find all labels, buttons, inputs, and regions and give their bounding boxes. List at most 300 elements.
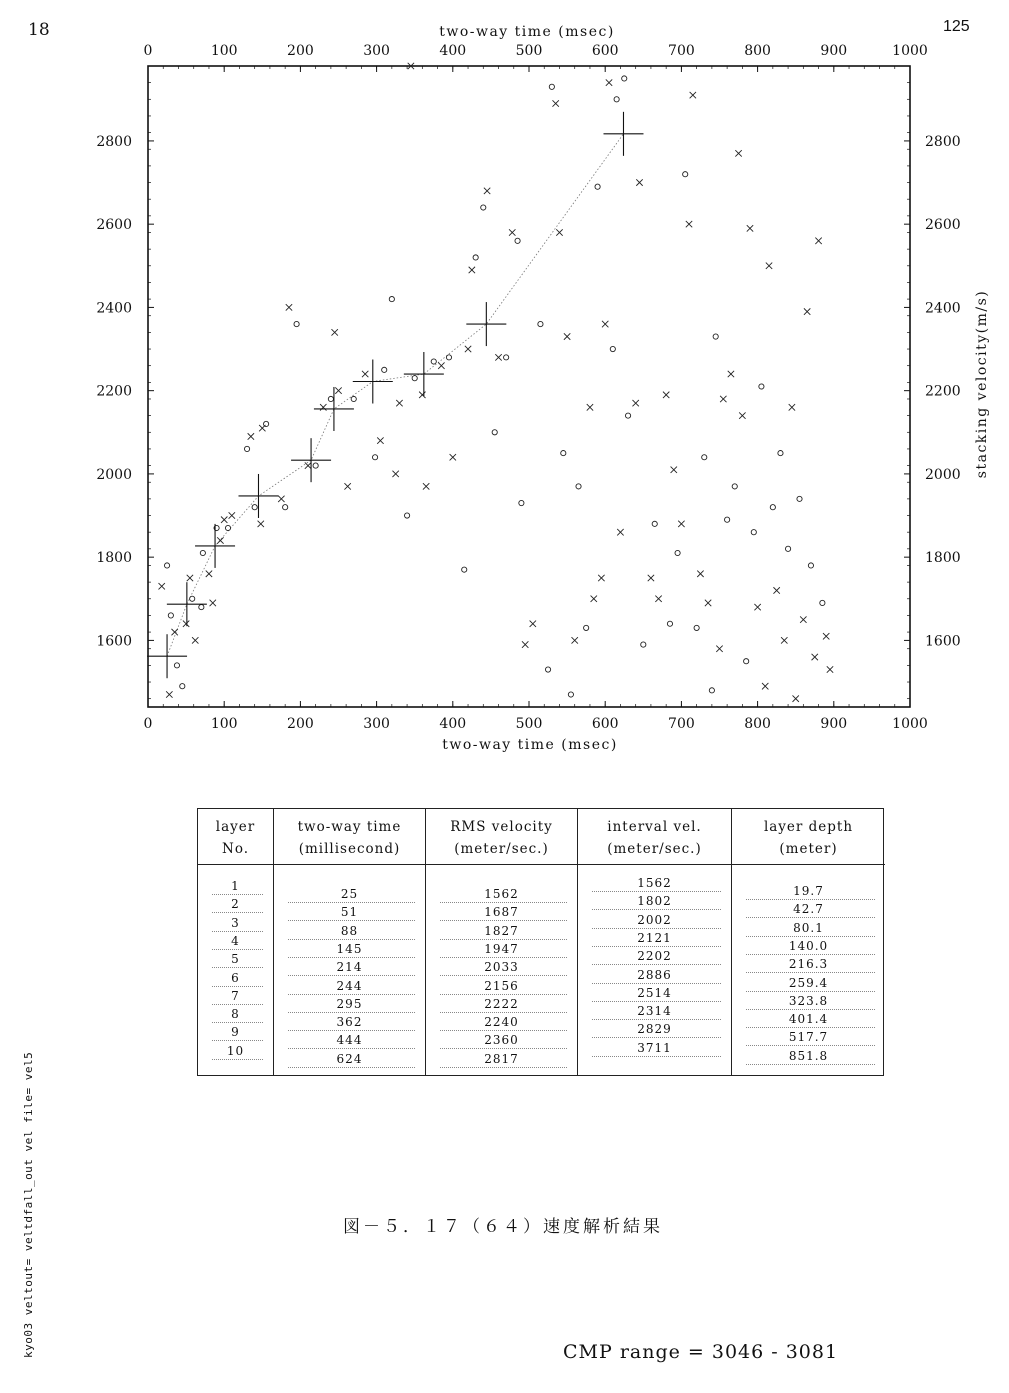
velocity-pick-4 <box>238 474 278 518</box>
velocity-pick-2 <box>167 582 207 626</box>
semblance-point-circle <box>770 505 775 510</box>
table-row-rule <box>592 946 721 947</box>
semblance-point-cross <box>690 92 696 98</box>
table-cell: 624 <box>336 1051 363 1066</box>
semblance-points <box>159 63 834 702</box>
semblance-point-cross <box>739 412 745 418</box>
velocity-pick-7 <box>353 360 393 404</box>
table-row-rule <box>746 954 875 955</box>
y-tick-label-right: 2200 <box>925 383 961 400</box>
x-tick-label-bottom: 200 <box>287 716 314 732</box>
semblance-point-circle <box>372 455 377 460</box>
table-cell: 259.4 <box>788 975 829 990</box>
semblance-point-circle <box>462 567 467 572</box>
semblance-point-cross <box>450 454 456 460</box>
table-cell: 2514 <box>637 985 672 1000</box>
semblance-point-cross <box>735 150 741 156</box>
table-row-rule <box>212 967 263 968</box>
x-tick-label-top: 500 <box>515 43 543 59</box>
table-row-rule <box>746 1027 875 1028</box>
semblance-point-circle <box>561 450 566 455</box>
semblance-point-circle <box>584 625 589 630</box>
semblance-point-cross <box>773 587 779 593</box>
table-cell: 323.8 <box>788 993 829 1008</box>
semblance-point-cross <box>484 188 490 194</box>
table-cell: 4 <box>231 933 240 948</box>
semblance-point-cross <box>804 308 810 314</box>
semblance-point-cross <box>320 404 326 410</box>
table-cell: 25 <box>340 887 359 901</box>
table-cell: 88 <box>340 923 359 938</box>
semblance-point-circle <box>709 688 714 693</box>
semblance-point-cross <box>789 404 795 410</box>
table-row-rule <box>440 1067 567 1068</box>
col-rms-velocity <box>426 809 578 1075</box>
semblance-point-circle <box>820 600 825 605</box>
table-row-rule <box>440 920 567 921</box>
col-header <box>198 809 273 865</box>
col-header-line2: (meter) <box>779 841 838 857</box>
semblance-point-cross <box>221 516 227 522</box>
table-row-rule <box>746 1045 875 1046</box>
velocity-pick-10 <box>603 112 643 156</box>
semblance-point-cross <box>396 400 402 406</box>
table-row-rule <box>288 957 415 958</box>
x-tick-label-bottom: 500 <box>515 716 543 732</box>
table-cell: 2 <box>231 897 240 912</box>
table-row-rule <box>440 975 567 976</box>
table-cell: 2240 <box>484 1015 519 1030</box>
table-cell: 2314 <box>637 1004 672 1019</box>
semblance-point-cross <box>187 575 193 581</box>
semblance-point-cross <box>192 637 198 643</box>
table-cell: 1802 <box>637 894 672 909</box>
x-tick-label-top: 800 <box>744 43 771 59</box>
table-cell: 9 <box>231 1025 240 1040</box>
table-cell: 216.3 <box>788 957 829 972</box>
semblance-point-cross <box>305 462 311 468</box>
table-cell: 3 <box>231 915 240 930</box>
table-cell: 6 <box>231 970 240 985</box>
table-row-rule <box>592 983 721 984</box>
page-number-left: 18 <box>28 20 50 40</box>
table-cell: 1 <box>231 879 240 893</box>
semblance-point-circle <box>625 413 630 418</box>
y-tick-label-right: 1600 <box>925 633 961 650</box>
semblance-point-cross <box>438 362 444 368</box>
semblance-point-cross <box>686 221 692 227</box>
table-row-rule <box>746 972 875 973</box>
y-tick-label-right: 2000 <box>925 466 961 483</box>
table-row-rule <box>212 986 263 987</box>
table-row-rule <box>212 1040 263 1041</box>
table-cell: 2360 <box>484 1033 519 1048</box>
semblance-point-cross <box>419 392 425 398</box>
table-row-rule <box>288 1048 415 1049</box>
table-row-rule <box>440 939 567 940</box>
semblance-point-circle <box>351 396 356 401</box>
semblance-point-cross <box>564 333 570 339</box>
x-axis-label-top: two-way time (msec) <box>439 24 615 40</box>
col-header-line1: layer depth <box>763 819 854 835</box>
table-row-rule <box>288 939 415 940</box>
semblance-point-cross <box>556 229 562 235</box>
table-cell: 244 <box>336 978 363 993</box>
table-row-rule <box>592 1001 721 1002</box>
semblance-point-cross <box>663 392 669 398</box>
col-header <box>274 809 425 865</box>
table-cell: 1562 <box>637 876 672 890</box>
semblance-point-cross <box>210 600 216 606</box>
semblance-point-cross <box>648 575 654 581</box>
semblance-point-circle <box>180 684 185 689</box>
semblance-point-circle <box>389 296 394 301</box>
semblance-point-cross <box>728 371 734 377</box>
semblance-point-cross <box>217 537 223 543</box>
semblance-point-circle <box>283 505 288 510</box>
semblance-point-circle <box>515 238 520 243</box>
y-axis-label: stacking velocity(m/s) <box>974 289 990 479</box>
semblance-point-cross <box>344 483 350 489</box>
semblance-point-circle <box>174 663 179 668</box>
cmp-range: CMP range = 3046 - 3081 <box>563 1341 839 1363</box>
table-cell: 1687 <box>484 905 519 920</box>
y-tick-label-right: 1800 <box>925 550 961 567</box>
semblance-point-cross <box>509 229 515 235</box>
semblance-point-circle <box>610 346 615 351</box>
semblance-point-circle <box>683 172 688 177</box>
table-row-rule <box>746 1009 875 1010</box>
x-tick-label-top: 200 <box>287 43 314 59</box>
semblance-point-cross <box>552 100 558 106</box>
table-cell: 2202 <box>637 949 672 964</box>
table-cell: 295 <box>336 996 363 1011</box>
x-tick-label-bottom: 400 <box>439 716 467 732</box>
y-tick-label-left: 1800 <box>96 550 132 567</box>
x-tick-label-bottom: 0 <box>143 716 153 732</box>
semblance-point-circle <box>641 642 646 647</box>
table-cell: 362 <box>336 1015 363 1030</box>
semblance-point-cross <box>206 571 212 577</box>
axis-ticks <box>148 66 910 707</box>
semblance-point-cross <box>183 621 189 627</box>
col-header-line1: layer <box>215 819 256 835</box>
semblance-point-circle <box>713 334 718 339</box>
semblance-point-circle <box>808 563 813 568</box>
x-tick-label-top: 1000 <box>892 43 928 59</box>
semblance-point-circle <box>694 625 699 630</box>
semblance-point-cross <box>248 433 254 439</box>
semblance-point-circle <box>431 359 436 364</box>
table-cell: 1947 <box>484 941 519 956</box>
table-cell: 42.7 <box>793 902 824 917</box>
table-cell: 140.0 <box>788 938 829 953</box>
semblance-point-circle <box>744 659 749 664</box>
velocity-pick-6 <box>314 387 354 431</box>
semblance-point-circle <box>732 484 737 489</box>
x-tick-label-top: 400 <box>439 43 467 59</box>
table-row-rule <box>288 975 415 976</box>
semblance-point-cross <box>258 521 264 527</box>
semblance-point-cross <box>495 354 501 360</box>
semblance-point-circle <box>164 563 169 568</box>
table-row-rule <box>592 1056 721 1057</box>
table-cell: 2002 <box>637 912 672 927</box>
tick-labels <box>96 43 960 732</box>
col-header-line1: RMS velocity <box>450 819 553 835</box>
semblance-point-circle <box>244 446 249 451</box>
table-row-rule <box>288 1012 415 1013</box>
semblance-point-circle <box>328 396 333 401</box>
semblance-point-circle <box>725 517 730 522</box>
semblance-point-cross <box>591 596 597 602</box>
table-row-rule <box>212 1059 263 1060</box>
semblance-point-circle <box>785 546 790 551</box>
table-cell: 517.7 <box>788 1030 829 1045</box>
table-row-rule <box>440 957 567 958</box>
semblance-point-circle <box>200 550 205 555</box>
table-row-rule <box>288 920 415 921</box>
semblance-point-cross <box>754 604 760 610</box>
table-row-rule <box>592 1037 721 1038</box>
semblance-point-cross <box>166 691 172 697</box>
semblance-point-cross <box>720 396 726 402</box>
semblance-point-cross <box>655 596 661 602</box>
semblance-point-circle <box>481 205 486 210</box>
table-row-rule <box>592 909 721 910</box>
table-cell: 2121 <box>637 930 672 945</box>
table-cell: 5 <box>231 952 240 967</box>
table-row-rule <box>212 1022 263 1023</box>
table-cell: 2222 <box>484 996 519 1011</box>
semblance-point-circle <box>264 421 269 426</box>
table-cell: 8 <box>231 1007 240 1022</box>
x-tick-label-bottom: 100 <box>210 716 238 732</box>
figure-caption: 図－５．１７（６４）速度解析結果 <box>343 1217 663 1237</box>
semblance-point-cross <box>598 575 604 581</box>
semblance-point-cross <box>335 387 341 393</box>
table-row-rule <box>440 1012 567 1013</box>
table-cell: 51 <box>340 905 359 920</box>
col-header-line1: two-way time <box>297 819 402 835</box>
semblance-point-circle <box>412 376 417 381</box>
semblance-point-cross <box>697 571 703 577</box>
table-row-rule <box>212 1004 263 1005</box>
semblance-point-circle <box>622 76 627 81</box>
table-cell: 214 <box>336 960 363 975</box>
table-row-rule <box>746 917 875 918</box>
col-interval-vel <box>578 809 732 1075</box>
y-tick-label-left: 1600 <box>96 633 132 650</box>
semblance-point-cross <box>171 629 177 635</box>
table-cell: 2033 <box>484 960 519 975</box>
semblance-point-circle <box>252 505 257 510</box>
table-row-rule <box>440 1048 567 1049</box>
table-row-rule <box>440 1030 567 1031</box>
table-row-rule <box>746 1064 875 1065</box>
velocity-pick-9 <box>466 302 506 346</box>
y-tick-label-right: 2600 <box>925 217 961 234</box>
table-cell: 444 <box>336 1033 363 1048</box>
col-header-line1: interval vel. <box>607 819 702 835</box>
x-tick-label-bottom: 1000 <box>892 716 928 732</box>
col-header <box>578 809 731 865</box>
velocity-function-line <box>167 134 623 656</box>
table-row-rule <box>592 891 721 892</box>
semblance-point-cross <box>617 529 623 535</box>
table-cell: 2829 <box>637 1022 672 1037</box>
col-header-line2: (meter/sec.) <box>607 841 702 857</box>
x-tick-label-bottom: 600 <box>591 716 619 732</box>
semblance-point-cross <box>812 654 818 660</box>
semblance-point-circle <box>759 384 764 389</box>
semblance-point-circle <box>225 525 230 530</box>
table-cell: 7 <box>231 988 240 1003</box>
x-tick-label-top: 900 <box>820 43 848 59</box>
semblance-point-circle <box>446 355 451 360</box>
table-cell: 2886 <box>637 967 672 982</box>
semblance-point-cross <box>823 633 829 639</box>
semblance-point-cross <box>766 263 772 269</box>
semblance-point-circle <box>404 513 409 518</box>
semblance-point-cross <box>678 521 684 527</box>
table-cell: 1827 <box>484 923 519 938</box>
semblance-point-circle <box>538 321 543 326</box>
table-row-rule <box>288 1030 415 1031</box>
col-two-way-time <box>274 809 426 1075</box>
table-row-rule <box>746 899 875 900</box>
semblance-point-circle <box>778 450 783 455</box>
semblance-point-cross <box>815 238 821 244</box>
col-header-line2: (millisecond) <box>298 841 401 857</box>
semblance-point-circle <box>675 550 680 555</box>
semblance-point-circle <box>702 455 707 460</box>
x-tick-label-bottom: 900 <box>820 716 848 732</box>
semblance-point-circle <box>595 184 600 189</box>
x-tick-label-bottom: 700 <box>668 716 695 732</box>
table-row-rule <box>746 991 875 992</box>
table-cell: 145 <box>336 941 363 956</box>
y-tick-label-left: 2600 <box>96 217 132 234</box>
semblance-point-cross <box>392 471 398 477</box>
table-row-rule <box>440 902 567 903</box>
col-header <box>732 809 885 865</box>
table-row-rule <box>746 936 875 937</box>
semblance-point-circle <box>549 84 554 89</box>
semblance-point-cross <box>572 637 578 643</box>
y-tick-label-left: 2800 <box>96 133 132 150</box>
semblance-point-cross <box>587 404 593 410</box>
x-tick-label-top: 0 <box>143 43 153 59</box>
semblance-point-cross <box>793 695 799 701</box>
y-tick-label-right: 2800 <box>925 133 961 150</box>
col-layer-no <box>198 809 274 1075</box>
y-tick-label-left: 2400 <box>96 300 132 317</box>
table-cell: 10 <box>226 1043 245 1058</box>
semblance-point-circle <box>797 496 802 501</box>
semblance-point-cross <box>522 641 528 647</box>
semblance-point-cross <box>377 437 383 443</box>
col-layer-depth <box>732 809 885 1075</box>
semblance-point-cross <box>747 225 753 231</box>
x-tick-label-top: 600 <box>591 43 619 59</box>
semblance-point-cross <box>229 512 235 518</box>
y-tick-label-left: 2200 <box>96 383 132 400</box>
velocity-pick-5 <box>291 438 331 482</box>
table-cell: 1562 <box>484 887 519 901</box>
plot-frame <box>148 66 910 707</box>
semblance-point-cross <box>423 483 429 489</box>
semblance-point-cross <box>286 304 292 310</box>
table-row-rule <box>592 1019 721 1020</box>
semblance-point-circle <box>751 530 756 535</box>
semblance-point-circle <box>614 97 619 102</box>
table-row-rule <box>440 994 567 995</box>
table-row-rule <box>288 994 415 995</box>
table-cell: 401.4 <box>788 1012 829 1027</box>
y-tick-label-left: 2000 <box>96 466 132 483</box>
semblance-point-circle <box>199 605 204 610</box>
velocity-table <box>197 808 884 1076</box>
semblance-point-cross <box>705 600 711 606</box>
semblance-point-circle <box>492 430 497 435</box>
x-tick-label-top: 300 <box>363 43 390 59</box>
table-row-rule <box>592 964 721 965</box>
velocity-pick-8 <box>404 352 444 396</box>
semblance-point-cross <box>762 683 768 689</box>
semblance-point-cross <box>636 179 642 185</box>
semblance-point-cross <box>331 329 337 335</box>
semblance-point-circle <box>190 596 195 601</box>
semblance-point-cross <box>602 321 608 327</box>
semblance-point-circle <box>568 692 573 697</box>
x-tick-label-bottom: 300 <box>363 716 390 732</box>
semblance-point-circle <box>168 613 173 618</box>
semblance-point-cross <box>469 267 475 273</box>
semblance-point-circle <box>667 621 672 626</box>
semblance-point-cross <box>781 637 787 643</box>
x-axis-label-bottom: two-way time (msec) <box>442 737 618 753</box>
velocity-picks <box>147 112 643 678</box>
semblance-point-cross <box>362 371 368 377</box>
semblance-point-cross <box>530 621 536 627</box>
table-row-rule <box>592 928 721 929</box>
semblance-point-circle <box>519 500 524 505</box>
table-row-rule <box>212 931 263 932</box>
table-cell: 19.7 <box>793 884 824 898</box>
semblance-point-circle <box>576 484 581 489</box>
semblance-point-cross <box>716 646 722 652</box>
semblance-point-circle <box>313 463 318 468</box>
semblance-point-cross <box>159 583 165 589</box>
semblance-point-cross <box>465 346 471 352</box>
semblance-point-circle <box>652 521 657 526</box>
semblance-point-cross <box>827 666 833 672</box>
x-tick-label-top: 100 <box>210 43 238 59</box>
col-header-line2: No. <box>222 841 249 857</box>
table-row-rule <box>288 902 415 903</box>
table-cell: 80.1 <box>793 920 824 935</box>
semblance-point-circle <box>382 367 387 372</box>
table-row-rule <box>212 912 263 913</box>
table-row-rule <box>212 949 263 950</box>
x-tick-label-top: 700 <box>668 43 695 59</box>
semblance-point-circle <box>504 355 509 360</box>
x-tick-label-bottom: 800 <box>744 716 771 732</box>
col-header-line2: (meter/sec.) <box>454 841 549 857</box>
semblance-point-circle <box>545 667 550 672</box>
table-cell: 3711 <box>637 1040 672 1055</box>
